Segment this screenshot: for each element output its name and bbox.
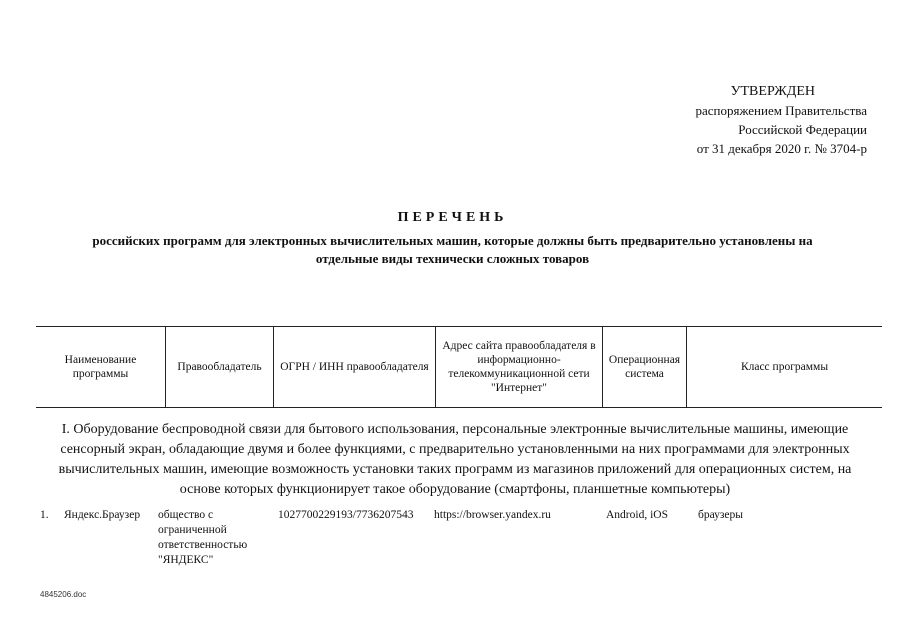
row-rights-holder: общество с ограниченной ответственностью "ЯНДЕКС" (158, 509, 248, 566)
file-footer: 4845206.doc (40, 590, 87, 599)
document-title: ПЕРЕЧЕНЬ (397, 210, 508, 225)
header-program-class: Класс программы (740, 361, 829, 373)
header-program-name: Наименование программы (36, 327, 166, 407)
approval-block (607, 82, 867, 158)
approval-line-2: Российской Федерации (738, 122, 867, 137)
header-os: Операционная система (603, 327, 687, 407)
header-rights-holder: Правообладатель (166, 327, 274, 407)
approval-line-1: распоряжением Правительства (695, 103, 867, 118)
table-header (36, 326, 882, 408)
document-subtitle: российских программ для электронных вычислительных машин, которые должны быть предварительно установлены на отдельные виды технически сложных товаров (92, 233, 813, 266)
section-title: I. Оборудование беспроводной связи для бытового использования, персональные электронные вычислительные машины, имеющие сенсорный экран, обладающие двумя и более функциями, с предварительно установленными на них программами для электронных вычислительных машин, имеющие возможность установки таких программ из магазинов приложений для операционных систем, на основе которых функционирует такое оборудование (смартфоны, планшетные компьютеры) (58, 422, 852, 497)
header-website: Адрес сайта правообладателя в информационно-телекоммуникационной сети "Интернет" (436, 327, 603, 407)
approval-line-3: от 31 декабря 2020 г. № 3704-р (696, 141, 867, 156)
row-ogrn-inn: 1027700229193/7736207543 (278, 509, 414, 521)
approval-heading: УТВЕРЖДЕН (730, 84, 815, 99)
header-ogrn-inn: ОГРН / ИНН правообладателя (274, 327, 436, 407)
row-program-name: Яндекс.Браузер (64, 509, 141, 521)
row-os: Android, iOS (606, 509, 668, 521)
row-website: https://browser.yandex.ru (434, 509, 551, 521)
row-program-class: браузеры (698, 509, 743, 521)
row-number: 1. (40, 509, 49, 521)
